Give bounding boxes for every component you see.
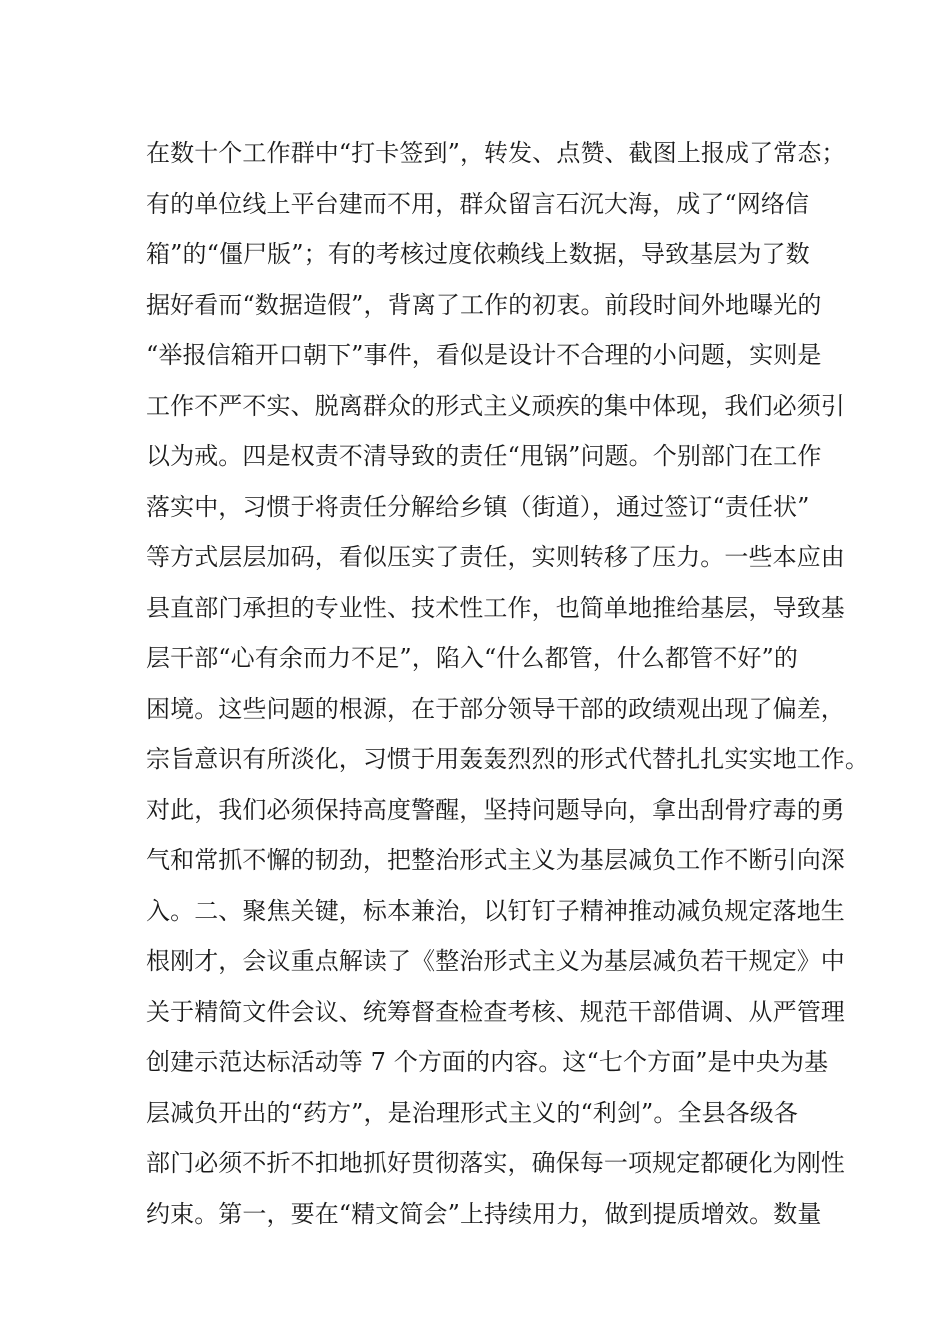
text-line-22: 约束。第一，要在“精文简会”上持续用力，做到提质增效。数量 xyxy=(146,1199,822,1228)
text-line-20: 层减负开出的“药方”，是治理形式主义的“利剑”。全县各级各 xyxy=(146,1098,798,1127)
text-line-2: 有的单位线上平台建而不用，群众留言石沉大海，成了“网络信 xyxy=(146,189,810,218)
text-line-13: 宗旨意识有所淡化，习惯于用轰轰烈烈的形式代替扎扎实实地工作。 xyxy=(146,745,869,773)
text-line-9: 等方式层层加码，看似压实了责任，实则转移了压力。一些本应由 xyxy=(146,543,845,571)
text-line-7: 以为戒。四是权责不清导致的责任“甩锅”问题。个别部门在工作 xyxy=(146,442,822,470)
text-line-1: 在数十个工作群中“打卡签到”，转发、点赞、截图上报成了常态； xyxy=(146,139,846,167)
text-line-11: 层干部“心有余而力不足”，陷入“什么都管，什么都管不好”的 xyxy=(146,644,798,672)
text-line-14: 对此，我们必须保持高度警醒，坚持问题导向，拿出刮骨疗毒的勇 xyxy=(146,795,845,824)
text-line-18: 关于精简文件会议、统筹督查检查考核、规范干部借调、从严管理 xyxy=(146,997,845,1026)
text-line-5: “举报信箱开口朝下”事件，看似是设计不合理的小问题，实则是 xyxy=(146,341,822,369)
text-line-15: 气和常抓不懈的韧劲，把整治形式主义为基层减负工作不断引向深 xyxy=(146,846,845,874)
body-text xyxy=(146,128,869,1239)
text-line-4: 据好看而“数据造假”，背离了工作的初衷。前段时间外地曝光的 xyxy=(146,290,822,319)
text-line-17: 根刚才，会议重点解读了《整治形式主义为基层减负若干规定》中 xyxy=(146,947,845,975)
text-line-21: 部门必须不折不扣地抓好贯彻落实，确保每一项规定都硬化为刚性 xyxy=(146,1149,845,1177)
text-line-10: 县直部门承担的专业性、技术性工作，也简单地推给基层，导致基 xyxy=(146,593,845,622)
text-line-19: 创建示范达标活动等 7 个方面的内容。这“七个方面”是中央为基 xyxy=(146,1048,829,1076)
text-line-16: 入。二、聚焦关键，标本兼治，以钉钉子精神推动减负规定落地生 xyxy=(146,896,845,925)
text-line-3: 箱”的“僵尸版”；有的考核过度依赖线上数据，导致基层为了数 xyxy=(146,240,810,268)
text-line-6: 工作不严不实、脱离群众的形式主义顽疾的集中体现，我们必须引 xyxy=(146,391,845,420)
text-line-12: 困境。这些问题的根源，在于部分领导干部的政绩观出现了偏差， xyxy=(146,694,845,723)
text-line-8: 落实中，习惯于将责任分解给乡镇（街道），通过签订“责任状” xyxy=(146,492,810,521)
